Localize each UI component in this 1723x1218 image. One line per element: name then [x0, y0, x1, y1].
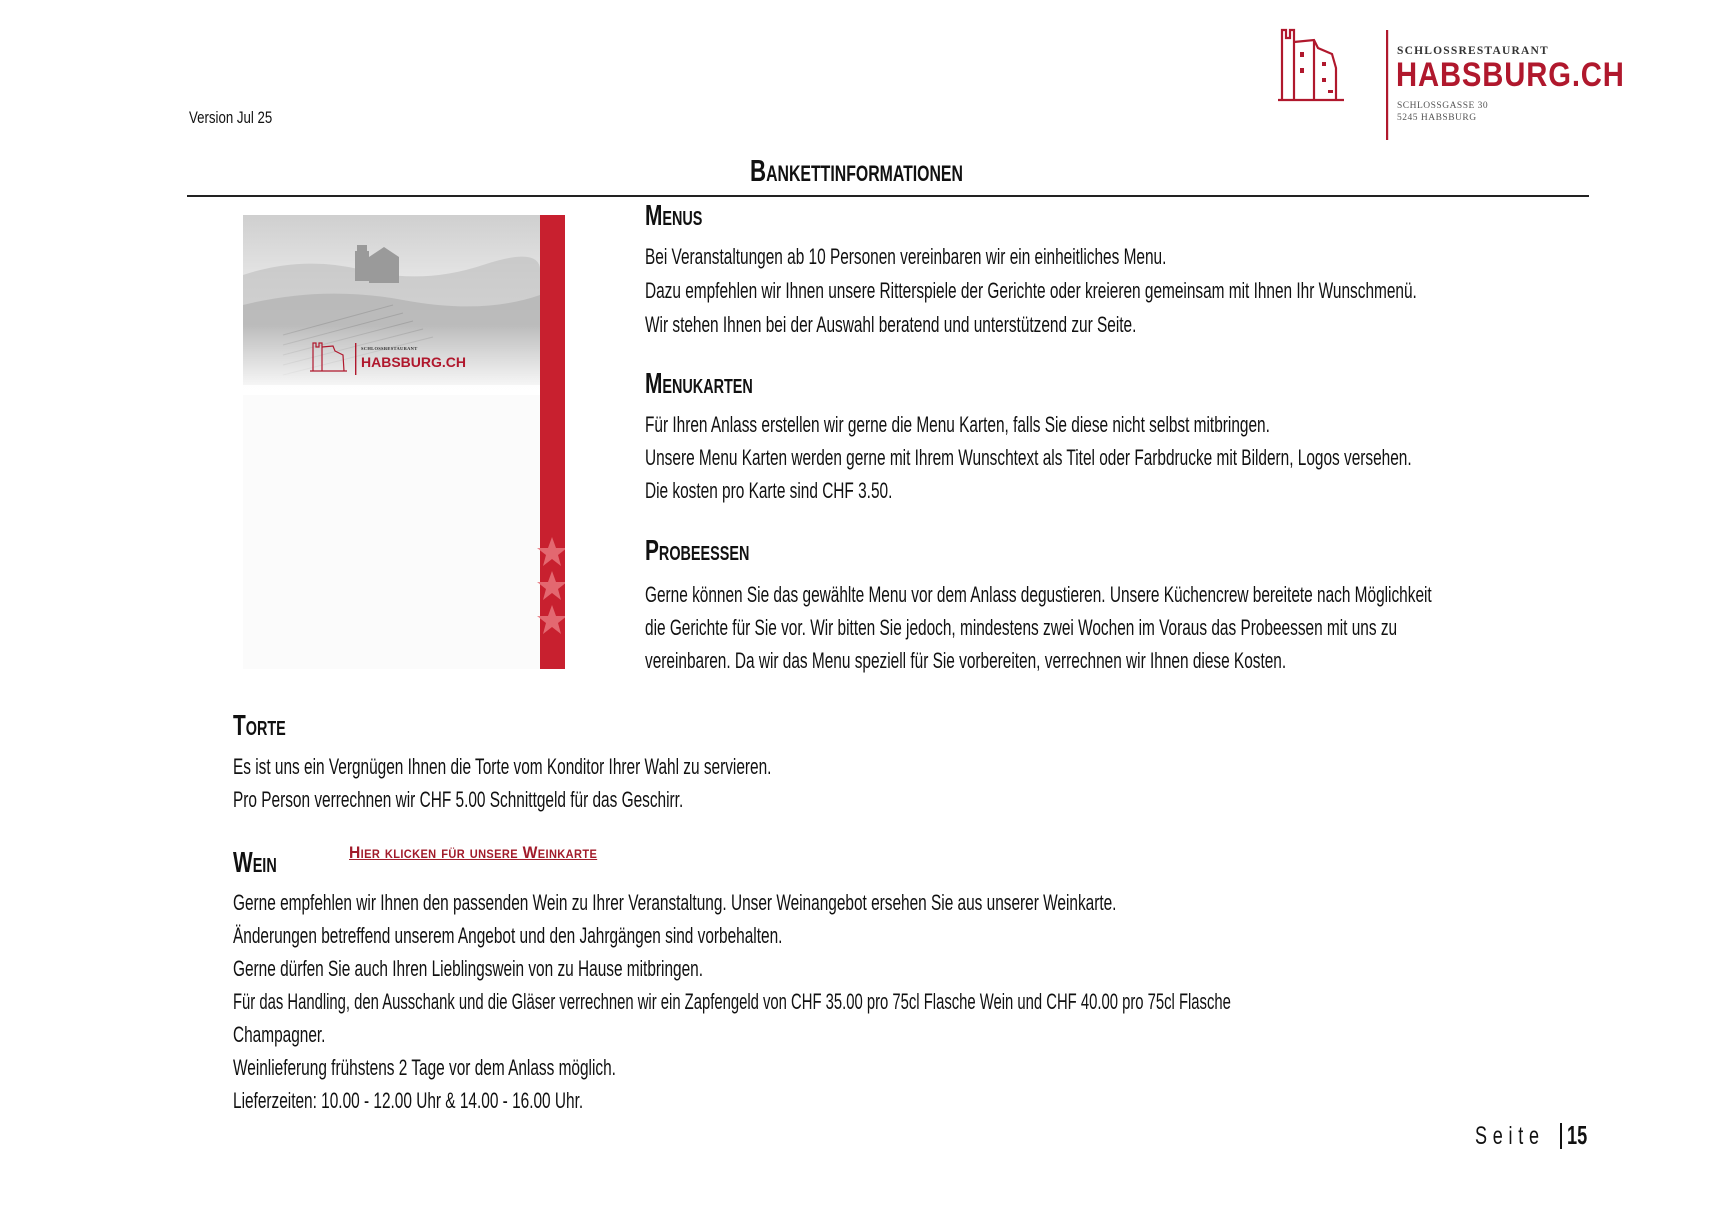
wein-line: Gerne empfehlen wir Ihnen den passenden Wein zu Ihrer Veranstaltung. Unser Weinangebot ersehen Sie aus unserer Weinkarte. — [233, 890, 1117, 915]
menukarten-line: Die kosten pro Karte sind CHF 3.50. — [645, 478, 893, 503]
menus-line: Bei Veranstaltungen ab 10 Personen vereinbaren wir ein einheitliches Menu. — [645, 244, 1167, 269]
page-title: Bankettinformationen — [750, 153, 963, 188]
page-separator — [1560, 1123, 1562, 1149]
heading-wein: Wein — [233, 847, 277, 879]
logo-title: HABSBURG.CH — [1396, 56, 1625, 94]
heading-menukarten: Menukarten — [645, 368, 753, 400]
menus-line: Wir stehen Ihnen bei der Auswahl beratend und unterstützend zur Seite. — [645, 312, 1137, 337]
wein-line: Lieferzeiten: 10.00 - 12.00 Uhr & 14.00 - 16.00 Uhr. — [233, 1088, 584, 1113]
probeessen-line: Gerne können Sie das gewählte Menu vor dem Anlass degustieren. Unsere Küchencrew bereitete nach Möglichkeit — [645, 582, 1432, 607]
wein-line: Weinlieferung frühstens 2 Tage vor dem Anlass möglich. — [233, 1055, 616, 1080]
wein-line: Für das Handling, den Ausschank und die Gläser verrechnen wir ein Zapfengeld von CHF 35.00 pro 75cl Flasche Wein und CHF 40.00 pro 75cl Flasche — [233, 989, 1231, 1014]
page-label: Seite — [1475, 1122, 1545, 1150]
heading-menus: Menus — [645, 200, 703, 232]
logo-address-city: 5245 HABSBURG — [1397, 113, 1477, 123]
logo-address-street: SCHLOSSGASSE 30 — [1397, 101, 1489, 111]
wein-line: Champagner. — [233, 1022, 326, 1047]
menus-line: Dazu empfehlen wir Ihnen unsere Ritterspiele der Gerichte oder kreieren gemeinsam mit Ihnen Ihr Wunschmenü. — [645, 278, 1417, 303]
heading-probeessen: Probeessen — [645, 535, 750, 567]
menukarten-line: Unsere Menu Karten werden gerne mit Ihrem Wunschtext als Titel oder Farbdrucke mit Bildern, Logos versehen. — [645, 445, 1412, 470]
castle-icon — [1278, 30, 1344, 100]
logo-divider — [1386, 30, 1388, 140]
wein-line: Änderungen betreffend unserem Angebot und den Jahrgängen sind vorbehalten. — [233, 923, 783, 948]
menu-card-image — [243, 215, 565, 669]
heading-torte: Torte — [233, 710, 286, 742]
wein-line: Gerne dürfen Sie auch Ihren Lieblingswein von zu Hause mitbringen. — [233, 956, 703, 981]
menukarten-line: Für Ihren Anlass erstellen wir gerne die Menu Karten, falls Sie diese nicht selbst mitbringen. — [645, 412, 1270, 437]
logo-subtitle: SCHLOSSRESTAURANT — [1397, 45, 1549, 57]
card-logo-title: HABSBURG.CH — [361, 354, 466, 370]
page-number: 15 — [1567, 1120, 1588, 1150]
probeessen-line: vereinbaren. Da wir das Menu speziell für Sie vorbereiten, verrechnen wir Ihnen diese Kosten. — [645, 648, 1287, 673]
weinkarte-link[interactable]: Hier klicken für unsere Weinkarte — [349, 843, 598, 862]
torte-line: Es ist uns ein Vergnügen Ihnen die Torte vom Konditor Ihrer Wahl zu servieren. — [233, 754, 772, 779]
title-rule — [187, 195, 1589, 197]
torte-line: Pro Person verrechnen wir CHF 5.00 Schnittgeld für das Geschirr. — [233, 787, 684, 812]
card-logo-subtitle: SCHLOSSRESTAURANT — [361, 346, 418, 351]
version-label: Version Jul 25 — [189, 108, 273, 127]
probeessen-line: die Gerichte für Sie vor. Wir bitten Sie jedoch, mindestens zwei Wochen im Voraus das Probeessen mit uns zu — [645, 615, 1398, 640]
